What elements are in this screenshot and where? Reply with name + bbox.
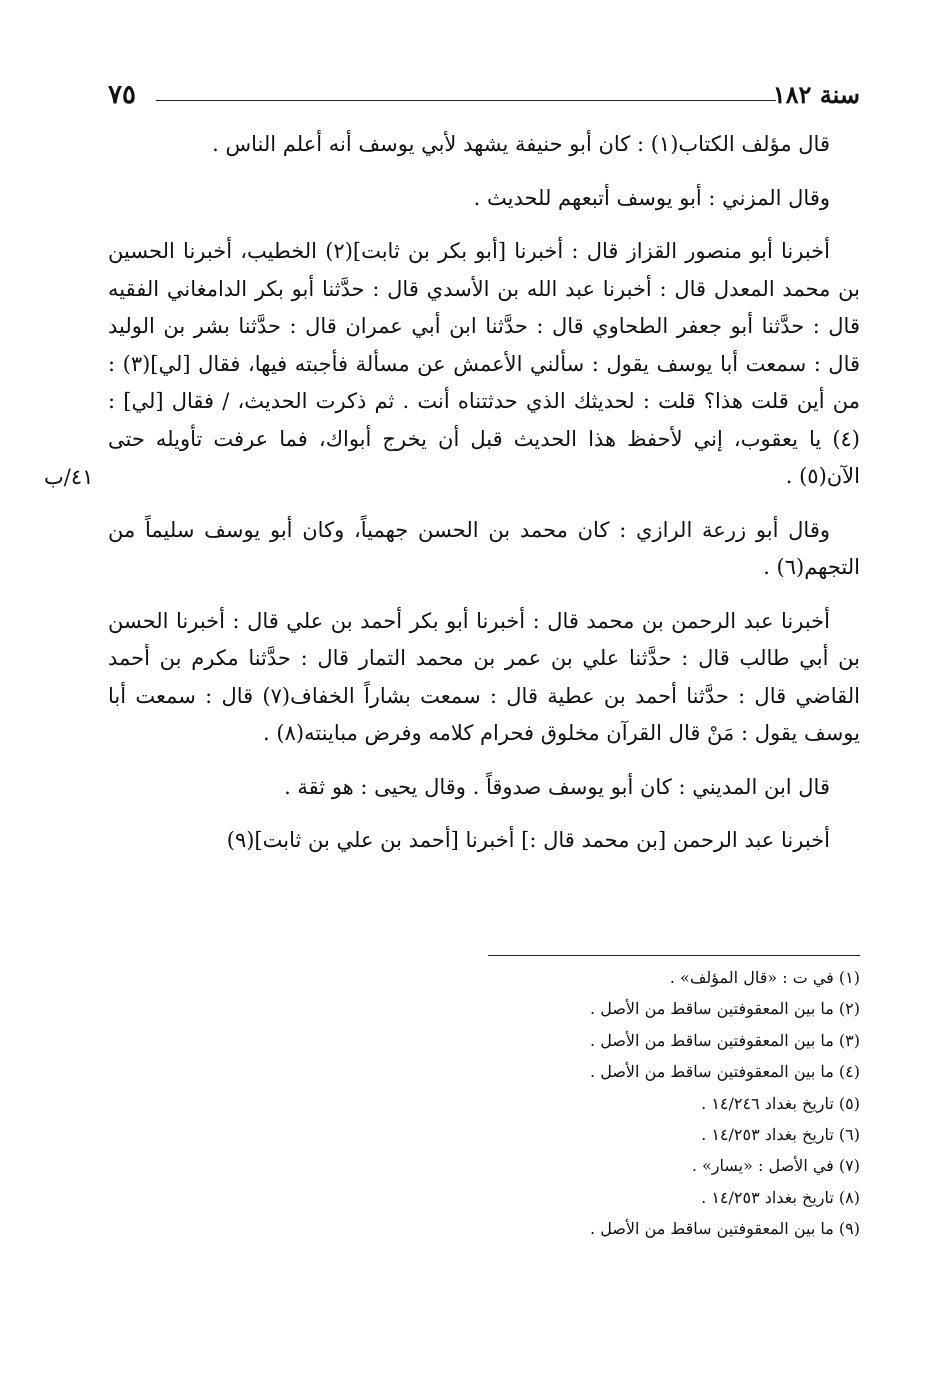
page-header: [108, 78, 860, 118]
footnote: (١) في ت : «قال المؤلف» .: [669, 968, 860, 987]
paragraph: أخبرنا أبو منصور القزاز قال : أخبرنا [أبو بكر بن ثابت](٢) الخطيب، أخبرنا الحسين بن محمد المعدل قال : أخبرنا عبد الله بن الأسدي قال : حدَّثنا أبو بكر الدامغاني الفقيه قال : حدَّثنا أبو جعفر الطحاوي قال : حدَّثنا ابن أبي عمران قال : حدَّثنا بشر بن الوليد قال : سمعت أبا يوسف يقول : سألني الأعمش عن مسألة فأجبته فيها، فقال [لي](٣) : من أين قلت هذا؟ قلت : لحديثك الذي حدثتناه أنت . ثم ذكرت الحديث، / فقال [لي] :(٤) يا يعقوب، إني لأحفظ هذا الحديث قبل أن يخرج أبواك، فما عرفت تأويله حتى الآن(٥) .: [108, 239, 860, 488]
footnotes: [108, 962, 860, 1245]
paragraph: وقال أبو زرعة الرازي : كان محمد بن الحسن جهمياً، وكان أبو يوسف سليماً من التجهم(٦) .: [108, 517, 860, 579]
footnote: (٣) ما بين المعقوفتين ساقط من الأصل .: [590, 1030, 860, 1050]
footnote: (٦) تاريخ بغداد ١٤/٢٥٣ .: [701, 1125, 860, 1145]
footnote: (٧) في الأصل : «يسار» .: [691, 1156, 860, 1176]
paragraph: وقال المزني : أبو يوسف أتبعهم للحديث .: [473, 185, 830, 210]
footnote: (٢) ما بين المعقوفتين ساقط من الأصل .: [590, 999, 860, 1019]
page-number: ٧٥: [108, 80, 136, 110]
paragraph: قال ابن المديني : كان أبو يوسف صدوقاً . وقال يحيى : هو ثقة .: [284, 774, 830, 799]
main-text: [108, 126, 860, 876]
paragraph: أخبرنا عبد الرحمن [بن محمد قال :] أخبرنا [أحمد بن علي بن ثابت](٩): [226, 828, 830, 852]
manuscript-folio-marker: ٤١/ب: [44, 465, 94, 489]
footnote: (٥) تاريخ بغداد ١٤/٢٤٦ .: [701, 1093, 860, 1113]
footnote-separator: [488, 955, 860, 956]
footnote: (٩) ما بين المعقوفتين ساقط من الأصل .: [590, 1219, 860, 1239]
paragraph: أخبرنا عبد الرحمن بن محمد قال : أخبرنا أبو بكر أحمد بن علي قال : أخبرنا الحسن بن أبي طالب قال : حدَّثنا علي بن عمر بن محمد التمار قال : حدَّثنا مكرم بن أحمد القاضي قال : حدَّثنا أحمد بن عطية قال : سمعت بشاراً الخفاف(٧) قال : سمعت أبا يوسف يقول : مَنْ قال القرآن مخلوق فحرام كلامه وفرض مباينته(٨) .: [108, 608, 860, 745]
header-rule: [156, 100, 776, 101]
paragraph: قال مؤلف الكتاب(١) : كان أبو حنيفة يشهد لأبي يوسف أنه أعلم الناس .: [212, 132, 830, 156]
running-head-year: سنة ١٨٢: [772, 80, 860, 109]
footnote: (٤) ما بين المعقوفتين ساقط من الأصل .: [590, 1062, 860, 1082]
footnote: (٨) تاريخ بغداد ١٤/٢٥٣ .: [701, 1187, 860, 1207]
